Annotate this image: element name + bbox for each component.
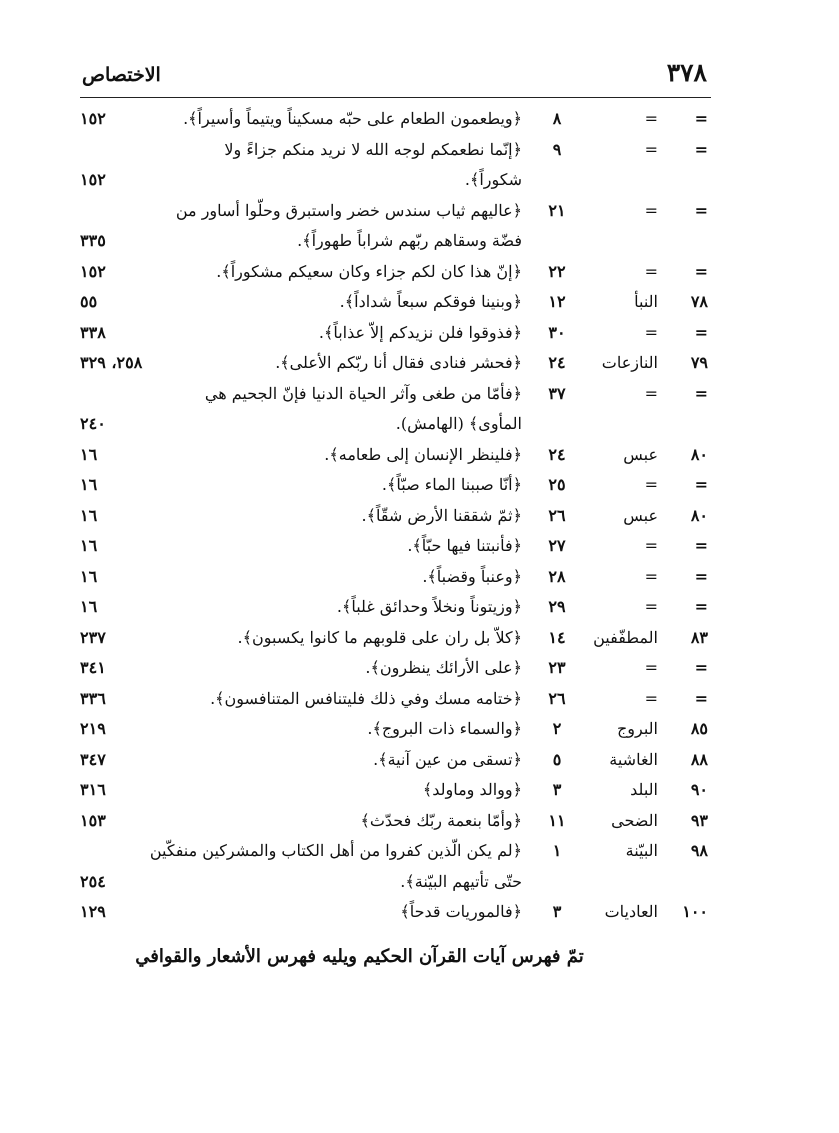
surah-name: عبس <box>623 444 658 464</box>
ayah-number: ٢١ <box>548 200 566 220</box>
index-row <box>80 531 710 562</box>
page-reference: ١٦ <box>80 566 98 586</box>
ayah-text <box>162 196 522 257</box>
index-row <box>80 379 710 440</box>
ayah-number: ٢٥ <box>548 475 566 494</box>
surah-name: البروج <box>616 719 658 738</box>
ayah-text-line: ﴿ووالد وماولد﴾ <box>422 780 522 799</box>
surah-number: = <box>694 261 708 281</box>
ayah-text <box>162 501 522 532</box>
ayah-text <box>162 318 522 349</box>
ayah-text <box>162 257 522 288</box>
ayah-text-line: ﴿إنّ هذا كان لكم جزاء وكان سعيكم مشكوراً﴾. <box>216 261 522 281</box>
index-row <box>80 348 710 379</box>
ayah-number: ٢٦ <box>548 505 566 525</box>
page-reference: ٢٣٧ <box>80 627 106 647</box>
ayah-text-line: ﴿والسماء ذات البروج﴾. <box>367 719 522 738</box>
surah-number: ١٠٠ <box>682 902 708 921</box>
page-reference: ١٥٢ <box>80 109 106 128</box>
ayah-text <box>162 348 522 379</box>
ayah-text <box>162 806 522 837</box>
ayah-text-line: ﴿وبنينا فوقكم سبعاً شداداً﴾. <box>339 292 522 311</box>
index-row <box>80 684 710 715</box>
surah-number: = <box>694 597 708 616</box>
surah-number: = <box>694 383 708 403</box>
page-reference: ٢٥٤ <box>80 871 106 891</box>
header-rule <box>80 97 711 98</box>
surah-name: = <box>644 475 658 494</box>
ayah-text-line: ﴿لم يكن الّذين كفروا من أهل الكتاب والمشركين منفكّين <box>149 841 522 860</box>
surah-number: ٧٨ <box>690 292 708 311</box>
index-row <box>80 806 710 837</box>
ayah-text <box>162 440 522 471</box>
page-reference: ٣١٦ <box>80 780 106 799</box>
ayah-text-line: ﴿فالموريات قدحاً﴾ <box>400 902 522 921</box>
ayah-text-line: ﴿وزيتوناً ونخلاً وحدائق غلباً﴾. <box>336 597 522 616</box>
ayah-text <box>162 775 522 806</box>
page-reference: ١٦ <box>80 505 98 525</box>
ayah-text <box>162 104 522 135</box>
ayah-number: ٣٠ <box>548 322 566 342</box>
page-reference: ١٦ <box>80 475 98 494</box>
ayah-text <box>162 897 522 928</box>
surah-name: = <box>644 139 658 159</box>
ayah-text-line: ﴿فحشر فنادى فقال أنا ربّكم الأعلى﴾. <box>275 353 522 372</box>
page-number: ٣٧٨ <box>666 58 707 87</box>
ayah-text <box>162 745 522 776</box>
index-row <box>80 623 710 654</box>
ayah-number: ٥ <box>552 749 562 769</box>
ayah-text-line: ﴿فلينظر الإنسان إلى طعامه﴾. <box>324 444 522 464</box>
surah-name: النبأ <box>634 292 658 311</box>
ayah-text-line: ﴿عاليهم ثياب سندس خضر واستبرق وحلّوا أساور من <box>175 200 522 220</box>
index-row <box>80 135 710 196</box>
index-row <box>80 196 710 257</box>
surah-name: = <box>644 200 658 220</box>
surah-number: = <box>694 200 708 220</box>
ayah-number: ٢٤ <box>548 353 566 372</box>
page-reference: ٢٤٠ <box>80 414 106 433</box>
index-row <box>80 287 710 318</box>
surah-number: = <box>694 566 708 586</box>
ayah-number: ٢٢ <box>548 261 566 281</box>
running-title: الاختصاص <box>82 64 161 86</box>
surah-name: = <box>644 383 658 403</box>
ayah-text <box>162 470 522 501</box>
surah-number: = <box>694 475 708 494</box>
index-row <box>80 104 710 135</box>
ayah-number: ٩ <box>552 139 562 159</box>
ayah-number: ١١ <box>548 810 566 830</box>
page-reference: ١٦ <box>80 597 98 616</box>
surah-name: = <box>644 658 658 677</box>
surah-name: = <box>644 109 658 128</box>
surah-name: = <box>644 688 658 708</box>
page-reference: ٣٣٥ <box>80 231 106 250</box>
page-reference: ١٥٣ <box>80 810 106 830</box>
ayah-text-line: ﴿وعنباً وقضباً﴾. <box>422 566 522 586</box>
page-reference: ١٥٢ <box>80 170 106 189</box>
surah-number: = <box>694 139 708 159</box>
surah-name: = <box>644 261 658 281</box>
index-row <box>80 318 710 349</box>
ayah-number: ٨ <box>552 109 562 128</box>
surah-name: = <box>644 597 658 616</box>
ayah-text-line: ﴿أنّا صببنا الماء صبّاً﴾. <box>381 475 522 494</box>
ayah-number: ٢٤ <box>548 444 566 464</box>
ayah-number: ٣٧ <box>548 383 566 403</box>
ayah-number: ٢٨ <box>548 566 566 586</box>
index-table <box>80 104 710 928</box>
ayah-number: ٢٩ <box>548 597 566 616</box>
page-reference: ٢٥٨، ٣٢٩ <box>80 353 143 372</box>
index-row <box>80 562 710 593</box>
ayah-text <box>162 379 522 440</box>
page-reference: ٣٣٨ <box>80 322 106 342</box>
surah-number: ٨٣ <box>690 627 708 647</box>
index-row <box>80 714 710 745</box>
ayah-number: ١٤ <box>548 627 566 647</box>
surah-number: ٨٨ <box>690 749 708 769</box>
ayah-text-line: شكوراً﴾. <box>464 170 522 189</box>
ayah-text <box>162 653 522 684</box>
ayah-number: ١ <box>552 841 562 860</box>
ayah-text <box>162 287 522 318</box>
ayah-text-line: فضّة وسقاهم ربّهم شراباً طهوراً﴾. <box>297 231 522 250</box>
ayah-text-line: ﴿ويطعمون الطعام على حبّه مسكيناً ويتيماً وأسيراً﴾. <box>183 109 522 128</box>
index-row <box>80 775 710 806</box>
ayah-text <box>149 836 522 897</box>
ayah-text-line: ﴿على الأرائك ينظرون﴾. <box>365 658 522 677</box>
ayah-number: ٣ <box>552 780 562 799</box>
ayah-text <box>162 714 522 745</box>
ayah-text <box>162 684 522 715</box>
index-row <box>80 836 710 897</box>
surah-number: ٩٣ <box>690 810 708 830</box>
ayah-text <box>162 531 522 562</box>
surah-number: ٧٩ <box>690 353 708 372</box>
ayah-text <box>162 135 522 196</box>
index-row <box>80 745 710 776</box>
surah-name: = <box>644 566 658 586</box>
page-reference: ٣٣٦ <box>80 688 106 708</box>
surah-name: المطفّفين <box>593 627 658 647</box>
index-row <box>80 470 710 501</box>
index-row <box>80 653 710 684</box>
surah-name: = <box>644 322 658 342</box>
surah-number: ٩٨ <box>690 841 708 860</box>
ayah-text-line: ﴿ختامه مسك وفي ذلك فليتنافس المتنافسون﴾. <box>210 688 522 708</box>
ayah-text-line: ﴿تسقى من عين آنية﴾. <box>373 749 522 769</box>
page-reference: ٢١٩ <box>80 719 106 738</box>
surah-name: الغاشية <box>609 749 658 769</box>
page-reference: ٣٤٧ <box>80 749 106 769</box>
ayah-text-line: ﴿فذوقوا فلن نزيدكم إلاّ عذاباً﴾. <box>318 322 522 342</box>
page-reference: ١٥٢ <box>80 261 106 281</box>
surah-number: = <box>694 109 708 128</box>
index-row <box>80 501 710 532</box>
index-row <box>80 592 710 623</box>
surah-number: ٩٠ <box>690 780 708 799</box>
ayah-number: ٢ <box>552 719 562 738</box>
ayah-number: ٣ <box>552 902 562 921</box>
surah-number: = <box>694 536 708 555</box>
ayah-text-line: ﴿فأنبتنا فيها حبّاً﴾. <box>407 536 522 555</box>
ayah-text <box>162 623 522 654</box>
surah-name: البلد <box>630 780 658 799</box>
footer-note: تمّ فهرس آيات القرآن الحكيم ويليه فهرس الأشعار والقوافي <box>135 946 584 967</box>
surah-name: الضحى <box>611 810 658 830</box>
surah-number: ٨٠ <box>690 444 708 464</box>
page-reference: ١٦ <box>80 444 98 464</box>
page-reference: ١٢٩ <box>80 902 106 921</box>
surah-name: عبس <box>623 505 658 525</box>
ayah-text-line: ﴿إنّما نطعمكم لوجه الله لا نريد منكم جزاءً ولا <box>224 139 522 159</box>
ayah-number: ٢٣ <box>548 658 566 677</box>
surah-name: العاديات <box>604 902 658 921</box>
surah-name: البيّنة <box>625 841 658 860</box>
surah-number: = <box>694 688 708 708</box>
surah-number: = <box>694 322 708 342</box>
ayah-text <box>162 562 522 593</box>
ayah-text-line: المأوى﴾ (الهامش). <box>395 414 522 433</box>
surah-name: النازعات <box>601 353 658 372</box>
ayah-text <box>162 592 522 623</box>
ayah-text-line: حتّى تأتيهم البيّنة﴾. <box>400 871 522 891</box>
ayah-number: ٢٧ <box>548 536 566 555</box>
page-reference: ١٦ <box>80 536 98 555</box>
ayah-text-line: ﴿كلاّ بل ران على قلوبهم ما كانوا يكسبون﴾. <box>237 627 522 647</box>
page-reference: ٥٥ <box>80 292 98 311</box>
surah-name: = <box>644 536 658 555</box>
ayah-number: ٢٦ <box>548 688 566 708</box>
ayah-text-line: ﴿وأمّا بنعمة ربّك فحدّث﴾ <box>360 810 522 830</box>
index-row <box>80 897 710 928</box>
page-reference: ٣٤١ <box>80 658 106 677</box>
surah-number: ٨٠ <box>690 505 708 525</box>
surah-number: ٨٥ <box>690 719 708 738</box>
index-row <box>80 257 710 288</box>
ayah-number: ١٢ <box>548 292 566 311</box>
index-row <box>80 440 710 471</box>
ayah-text-line: ﴿ثمّ شققنا الأرض شقّاً﴾. <box>361 505 522 525</box>
surah-number: = <box>694 658 708 677</box>
ayah-text-line: ﴿فأمّا من طغى وآثر الحياة الدنيا فإنّ الجحيم هي <box>204 383 522 403</box>
